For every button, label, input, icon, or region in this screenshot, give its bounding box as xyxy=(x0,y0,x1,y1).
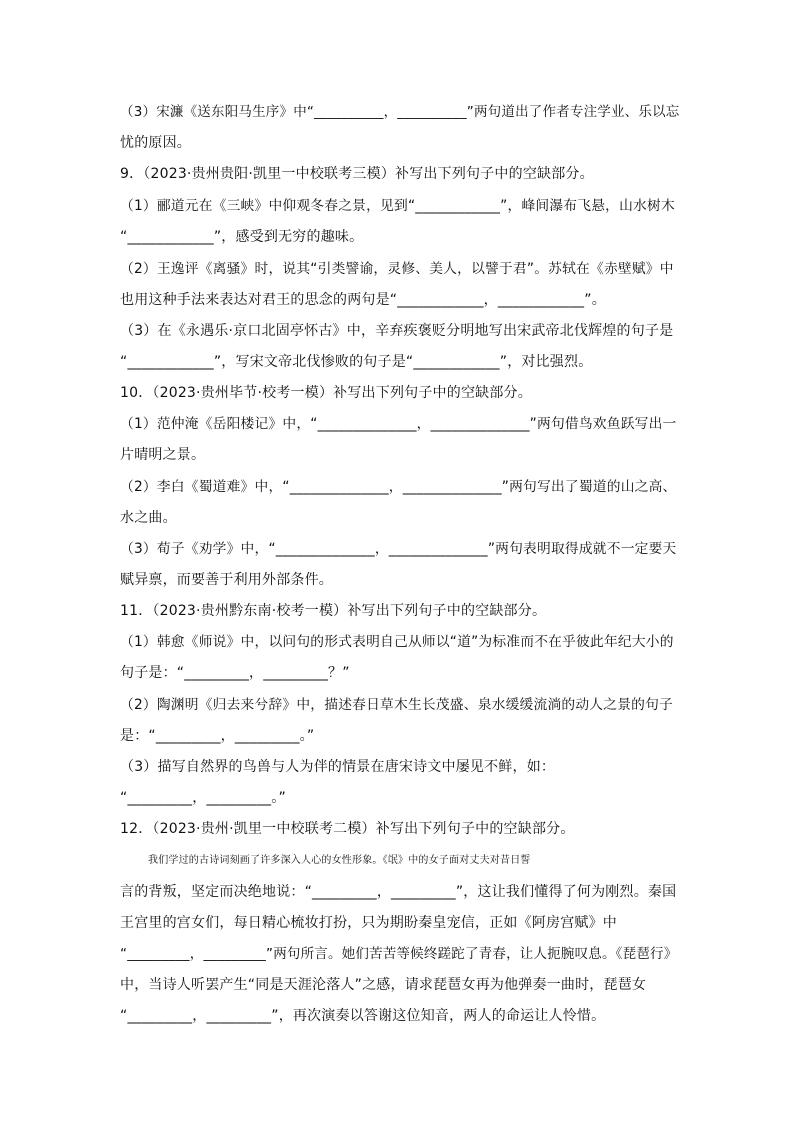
paragraph-line: 王宫里的宫女们，每日精心梳妆打扮，只为期盼秦皇宠信，正如《阿房宫赋》中 xyxy=(120,915,617,931)
question-heading-9: 9．（2023·贵州贵阳·凯里一中校联考三模）补写出下列句子中的空缺部分。 xyxy=(120,166,594,182)
question-heading-12: 12．（2023·贵州·凯里一中校联考二模）补写出下列句子中的空缺部分。 xyxy=(120,821,575,837)
paragraph-line: 中，当诗人听罢产生“同是天涯沦落人”之感，请求琵琶女再为他弹奏一曲时，琵琶女 xyxy=(120,977,647,993)
text-line: （1）韩愈《师说》中，以问句的形式表明自己从师以“道”为标准而不在乎彼此年纪大小的 xyxy=(120,634,674,650)
text-line: 水之曲。 xyxy=(120,510,177,526)
text-line: （2）李白《蜀道难》中，“______________，______________”两句写出了蜀道的山之高、 xyxy=(120,479,677,495)
text-line: 是：“_________，_________。” xyxy=(120,728,315,744)
text-line: 赋异禀，而要善于利用外部条件。 xyxy=(120,572,333,588)
text-line: 忧的原因。 xyxy=(120,135,191,151)
text-line: 片晴明之景。 xyxy=(120,447,206,463)
text-line: （1）范仲淹《岳阳楼记》中，“______________，______________”两句借鸟欢鱼跃写出一 xyxy=(120,416,677,432)
text-line: 也用这种手法来表达对君王的思念的两句是“____________，____________”。 xyxy=(120,292,606,308)
text-line: （1）郦道元在《三峡》中仰观冬春之景，见到“____________”，峰间瀑布飞悬，山水树木 xyxy=(120,198,675,214)
text-line: （3）描写自然界的鸟兽与人为伴的情景在唐宋诗文中屡见不鲜，如： xyxy=(120,759,556,775)
text-line: 句子是：“_________，_________？” xyxy=(120,665,350,681)
text-line: “_________，_________。” xyxy=(120,790,286,806)
paragraph-line: “_________，_________”，再次演奏以答谢这位知音，两人的命运让人怜惜。 xyxy=(120,1008,606,1024)
text-line: “____________”，感受到无穷的趣味。 xyxy=(120,229,364,245)
paragraph-line: “_________，_________”两句所言。她们苦苦等候终蹉跎了青春，让人扼腕叹息。《琵琶行》 xyxy=(120,946,678,962)
text-line: （3）荀子《劝学》中，“______________，______________”两句表明取得成就不一定要天 xyxy=(120,541,677,557)
paragraph-line: 言的背叛，坚定而决绝地说：“_________，_________”，这让我们懂得了何为刚烈。秦国 xyxy=(120,884,677,900)
question-heading-11: 11．（2023·贵州黔东南·校考一模）补写出下列句子中的空缺部分。 xyxy=(120,603,547,619)
text-line: （3）在《永遇乐·京口北固亭怀古》中，辛弃疾褒贬分明地写出宋武帝北伐辉煌的句子是 xyxy=(120,323,674,339)
question-heading-10: 10．（2023·贵州毕节·校考一模）补写出下列句子中的空缺部分。 xyxy=(120,385,532,401)
text-line: “____________”，写宋文帝北伐惨败的句子是“____________”，对比强烈。 xyxy=(120,354,593,370)
paragraph-line: 我们学过的古诗词刻画了许多深入人心的女性形象。《氓》中的女子面对丈夫对昔日誓 xyxy=(148,855,531,866)
text-line: （2）王逸评《离骚》时，说其“引类譬谕，灵修、美人，以譬于君”。苏轼在《赤壁赋》中 xyxy=(120,261,674,277)
text-line: （3）宋濂《送东阳马生序》中“__________，__________”两句道出了作者专注学业、乐以忘 xyxy=(120,104,680,120)
text-line: （2）陶渊明《归去来兮辞》中，描述春日草木生长茂盛、泉水缓缓流淌的动人之景的句子 xyxy=(120,697,674,713)
